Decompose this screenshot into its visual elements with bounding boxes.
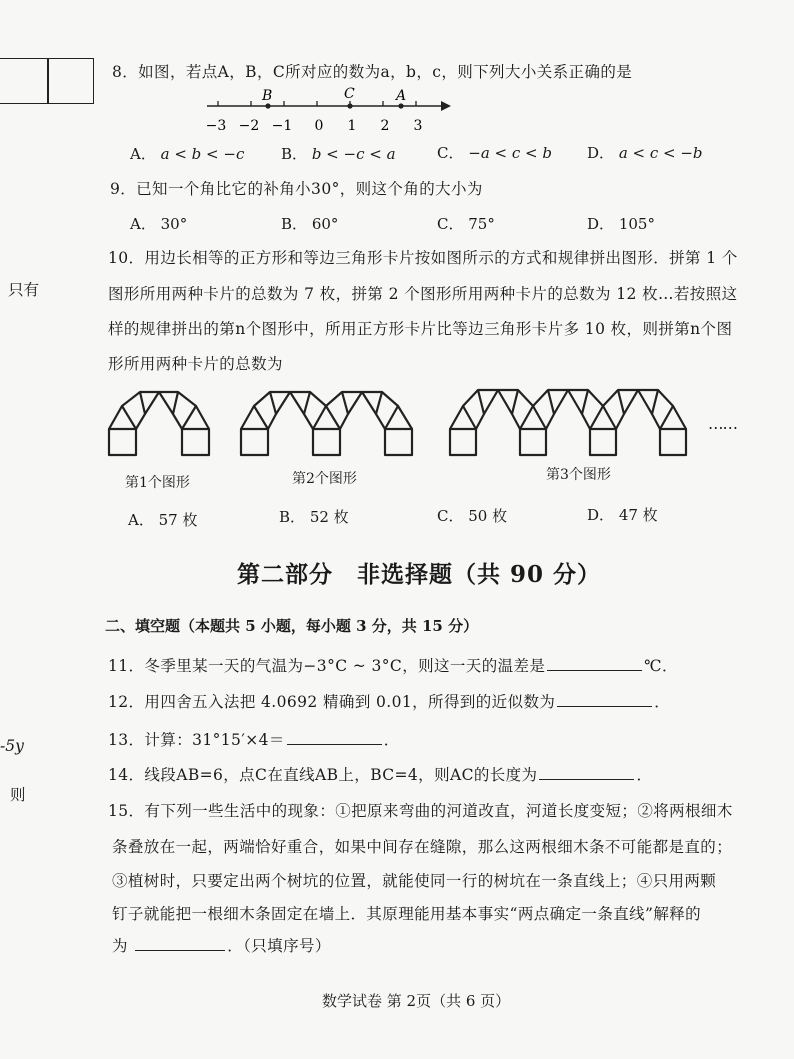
part-title: 第二部分 非选择题（共 90 分）	[237, 561, 602, 588]
answer-blank[interactable]	[557, 692, 652, 707]
q9-option-c[interactable]: C． 75°	[437, 215, 495, 233]
answer-blank[interactable]	[135, 936, 225, 951]
q9-option-b[interactable]: B． 60°	[281, 215, 339, 233]
tick-label: −3	[205, 118, 227, 134]
question-8-text: 8．如图，若点A，B，C所对应的数为a，b，c，则下列大小关系正确的是	[112, 63, 633, 81]
question-15-line: 15．有下列一些生活中的现象：①把原来弯曲的河道改直，河道长度变短；②将两根细木	[108, 802, 733, 820]
question-13: 13．计算：31°15′×4＝ ．	[108, 731, 400, 749]
answer-blank[interactable]	[287, 730, 382, 745]
answer-blank[interactable]	[539, 765, 634, 780]
point-c	[347, 103, 352, 108]
label-b: B	[262, 88, 273, 104]
tick-label: 3	[413, 118, 423, 134]
q10-option-c[interactable]: C． 50 枚	[437, 507, 508, 525]
figure-caption: 第3个图形	[546, 467, 611, 483]
q10-option-d[interactable]: D． 47 枚	[587, 506, 658, 524]
q10-option-b[interactable]: B． 52 枚	[279, 508, 349, 526]
question-15-line: ③植树时，只要定出两个树坑的位置，就能使同一行的树坑在一条直线上；④只用两颗	[112, 872, 717, 890]
tick-label: 1	[347, 118, 357, 134]
pattern-figure-2	[232, 384, 422, 458]
question-10-line: 样的规律拼出的第n个图形中，所用正方形卡片比等边三角形卡片多 10 枚，则拼第n个图	[108, 320, 733, 338]
tick-label: 2	[380, 118, 390, 134]
point-a	[398, 103, 403, 108]
q8-option-b[interactable]: B． b < −c < a	[281, 145, 396, 163]
question-15-line: 条叠放在一起，两端恰好重合，如果中间存在缝隙，那么这两根细木条不可能都是直的；	[112, 838, 733, 856]
tick-label: 0	[314, 118, 324, 134]
tick-label: −1	[271, 118, 293, 134]
score-box	[0, 58, 94, 104]
question-15-line: 为 ．（只填序号）	[112, 937, 331, 955]
tick-label: −2	[238, 118, 260, 134]
q8-option-c[interactable]: C． −a < c < b	[437, 144, 552, 162]
q8-option-d[interactable]: D． a < c < −b	[587, 144, 703, 162]
pattern-ellipsis: ……	[708, 415, 737, 433]
margin-note: -5y	[0, 737, 24, 755]
label-c: C	[344, 86, 355, 102]
q8-option-a[interactable]: A． a < b < −c	[130, 145, 245, 163]
question-12: 12．用四舍五入法把 4.0692 精确到 0.01，所得到的近似数为 ．	[108, 693, 671, 711]
question-11: 11．冬季里某一天的气温为−3°C ~ 3°C，则这一天的温差是 ℃．	[108, 657, 678, 675]
figure-caption: 第2个图形	[292, 471, 357, 487]
margin-note: 只有	[8, 281, 40, 299]
question-9-text: 9．已知一个角比它的补角小30°，则这个角的大小为	[110, 180, 483, 198]
question-10-line: 10．用边长相等的正方形和等边三角形卡片按如图所示的方式和规律拼出图形．拼第 1 个	[108, 249, 738, 267]
question-10-line: 图形所用两种卡片的总数为 7 枚，拼第 2 个图形所用两种卡片的总数为 12 枚…若按照这	[108, 285, 738, 303]
pattern-figure-3	[441, 380, 701, 458]
page-footer: 数学试卷 第 2页（共 6 页）	[322, 992, 511, 1010]
q10-option-a[interactable]: A． 57 枚	[128, 511, 198, 529]
number-line	[195, 86, 455, 138]
q9-option-d[interactable]: D． 105°	[587, 215, 655, 233]
question-10-line: 形所用两种卡片的总数为	[108, 355, 283, 373]
label-a: A	[396, 88, 407, 104]
figure-caption: 第1个图形	[125, 475, 190, 491]
question-14: 14．线段AB=6，点C在直线AB上，BC=4，则AC的长度为 ．	[108, 766, 653, 784]
q9-option-a[interactable]: A． 30°	[130, 215, 188, 233]
answer-blank[interactable]	[547, 656, 642, 671]
point-b	[265, 103, 270, 108]
margin-note: 则	[10, 786, 26, 804]
section-title: 二、填空题（本题共 5 小题，每小题 3 分，共 15 分）	[105, 617, 479, 635]
pattern-figure-1	[100, 384, 226, 458]
question-15-line: 钉子就能把一根细木条固定在墙上．其原理能用基本事实“两点确定一条直线”解释的	[112, 905, 702, 923]
